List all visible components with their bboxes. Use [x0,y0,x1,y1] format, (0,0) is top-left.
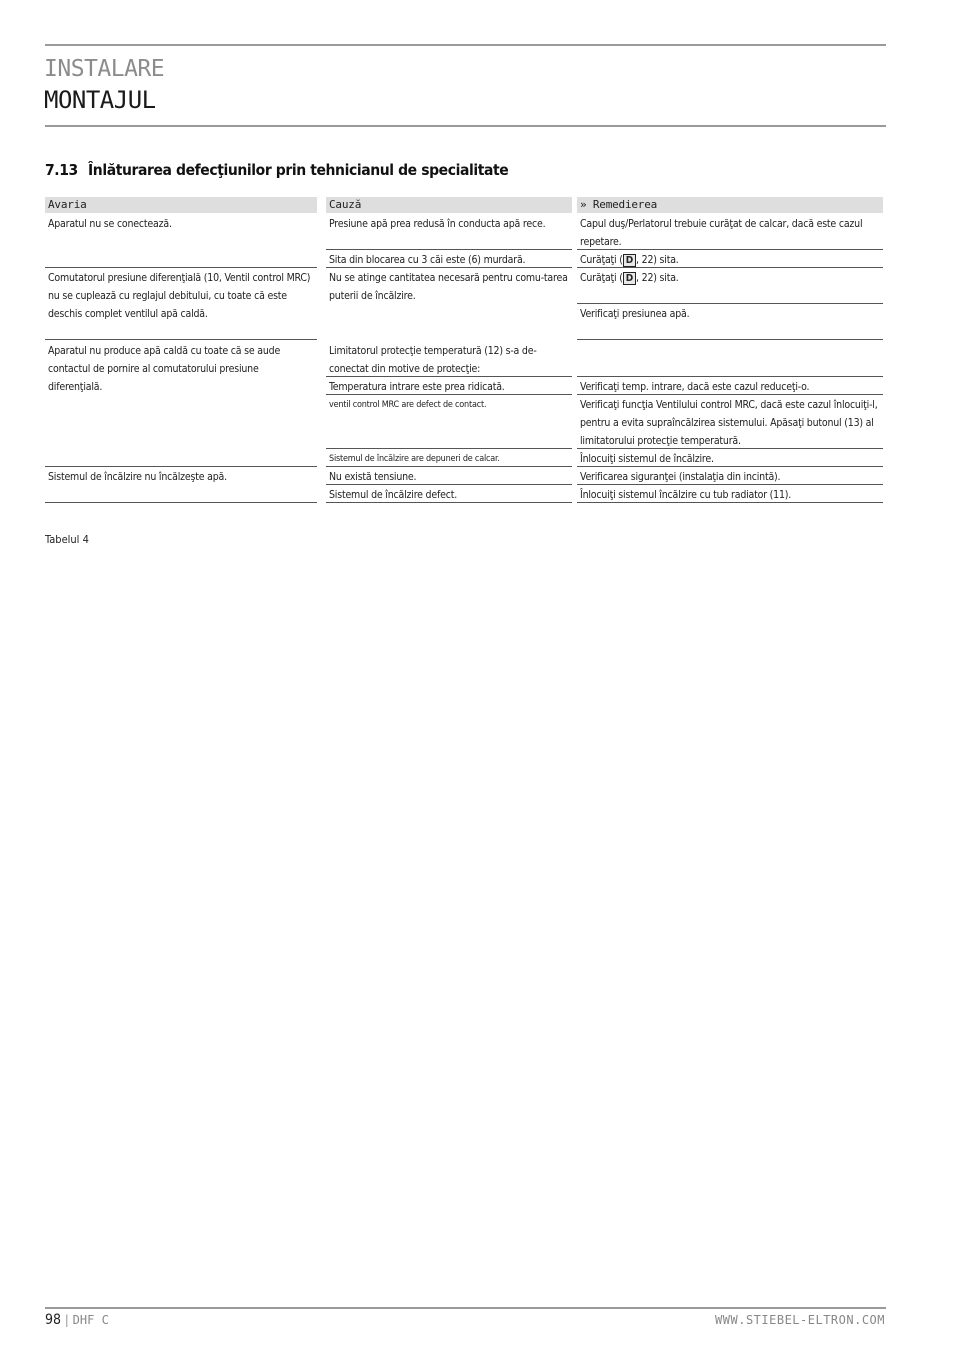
page-title: MONTAJUL [44,86,156,114]
table-caption: Tabelul 4 [45,533,89,546]
header-top-rule [45,44,886,46]
footer-separator: | [65,1313,69,1327]
cause-cell: Limitatorul protecţie temperatură (12) s-a de-conectat din motive de protecţie: [326,341,572,377]
remedy-cell [577,250,883,268]
remedy-cell: Verificaţi funcţia Ventilului control MRC, dacă este cazul înlocuiţi-l, pentru a evita supraîncălzirea sistemului. Apăsaţi butonul (13) al limitatorului protecţie temperatură. [577,395,883,449]
remedy-cell: Înlocuiţi sistemul încălzire cu tub radiator (11). [577,485,883,503]
section-label: INSTALARE [44,56,165,82]
section-heading-text: Înlăturarea defecţiunilor prin tehnicianul de specialitate [88,161,509,179]
document-d-icon: D [623,254,636,267]
footer-page-info [45,1312,109,1328]
website-url: WWW.STIEBEL-ELTRON.COM [715,1313,885,1327]
cause-cell: Presiune apă prea redusă în conducta apă rece. [326,214,572,250]
document-d-icon: D [623,272,636,285]
remedy-cell: Capul duş/Perlatorul trebuie curăţat de calcar, dacă este cazul repetare. [577,214,883,250]
remedy-cell: Verificarea siguranţei (instalaţia din incintă). [577,467,883,485]
header-cause: Cauză [326,197,572,213]
remedy-cell: Verificaţi presiunea apă. [577,304,883,340]
header-fault: Avaria [45,197,317,213]
page-number: 98 [45,1312,62,1328]
remedy-text: Curăţaţi ( [580,272,623,284]
footer-rule [45,1307,886,1309]
cause-cell: Sita din blocarea cu 3 căi este (6) murdară. [326,250,572,268]
remedy-text: , 22) sita. [636,254,679,266]
fault-cell: Aparatul nu produce apă caldă cu toate că se aude contactul de pornire al comutatorului presiune diferenţială. [45,341,317,467]
section-number: 7.13 [45,161,78,179]
remedy-cell: Verificaţi temp. intrare, dacă este cazul reduceţi-o. [577,377,883,395]
remedy-cell: Înlocuiţi sistemul de încălzire. [577,449,883,467]
remedy-text: Curăţaţi ( [580,254,623,266]
header-bottom-rule [45,125,886,127]
cause-cell: Nu se atinge cantitatea necesară pentru comu-tarea puterii de încălzire. [329,272,568,302]
remedy-cell [577,340,883,377]
header-remedy: » Remedierea [577,197,883,213]
cause-cell: Nu există tensiune. [326,467,572,485]
cause-cell: ventil control MRC are defect de contact. [326,395,572,449]
remedy-text: , 22) sita. [636,272,679,284]
model-name: DHF C [72,1313,109,1327]
fault-cell: Sistemul de încălzire nu încălzeşte apă. [45,467,317,503]
remedy-cell [577,268,883,304]
fault-cell: Aparatul nu se conectează. [45,214,317,268]
fault-cell: Comutatorul presiune diferenţială (10, Ventil control MRC) nu se cuplează cu reglajul debitului, cu toate că este deschis complet ventilul apă caldă. [45,268,317,340]
cause-cell: Temperatura intrare este prea ridicată. [326,377,572,395]
cause-cell: Sistemul de încălzire defect. [326,485,572,503]
section-heading [45,161,508,179]
cause-cell: Sistemul de încălzire are depuneri de calcar. [326,449,572,467]
